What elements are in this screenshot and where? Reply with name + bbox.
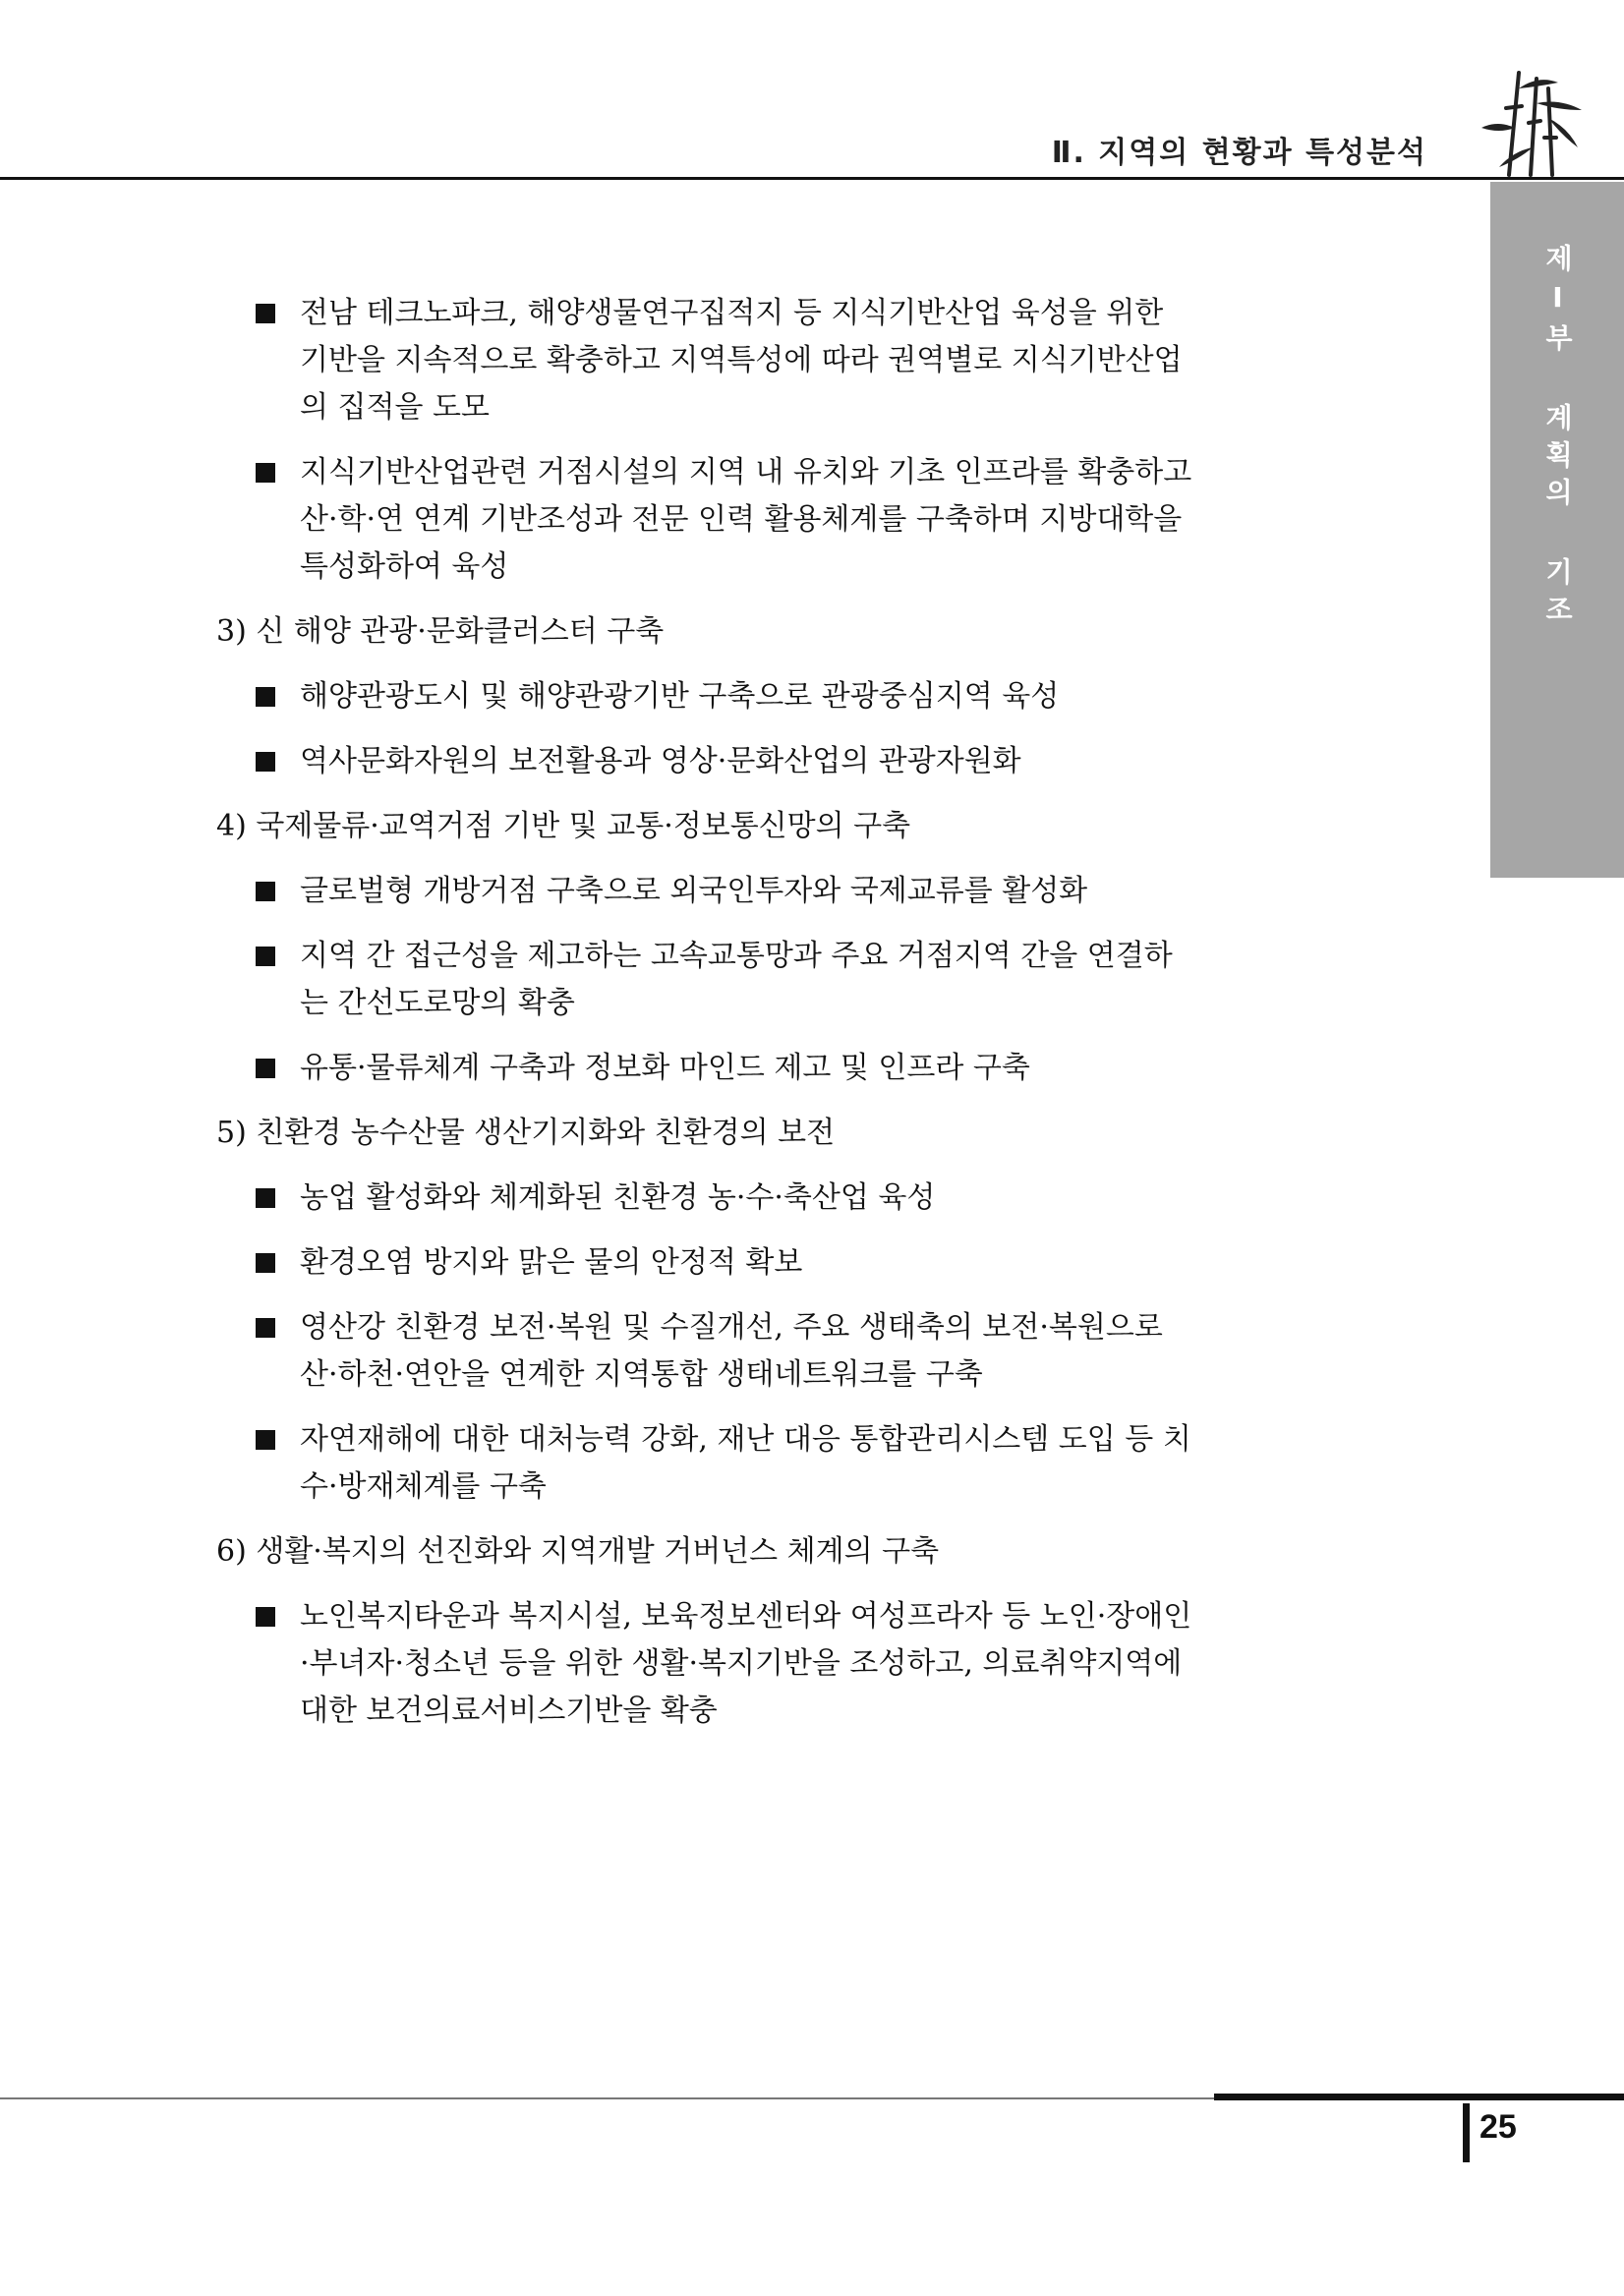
- list-item-text: 자연재해에 대한 대처능력 강화, 재난 대응 통합관리시스템 도입 등 치수·방재체계를 구축: [300, 1422, 1191, 1504]
- section-heading: 5) 친환경 농수산물 생산기지화와 친환경의 보전: [216, 1116, 836, 1150]
- square-bullet-icon: [256, 882, 275, 901]
- square-bullet-icon: [256, 687, 275, 707]
- list-item: [216, 738, 1199, 785]
- chapter-side-tab-label: 제Ⅰ부 계획의 기조: [1541, 243, 1574, 632]
- page-number: 25: [1479, 2108, 1517, 2146]
- list-item: [216, 1304, 1199, 1399]
- list-item-text: 유통·물류체계 구축과 정보화 마인드 제고 및 인프라 구축: [300, 1051, 1030, 1085]
- list-item-text: 해양관광도시 및 해양관광기반 구축으로 관광중심지역 육성: [300, 679, 1060, 714]
- section-heading: 3) 신 해양 관광·문화클러스터 구축: [216, 614, 665, 649]
- bamboo-icon: [1479, 69, 1588, 177]
- list-item-text: 역사문화자원의 보전활용과 영상·문화산업의 관광자원화: [300, 744, 1021, 778]
- section-3: [216, 608, 1199, 785]
- list-item: [216, 1239, 1199, 1287]
- square-bullet-icon: [256, 1188, 275, 1208]
- square-bullet-icon: [256, 1607, 275, 1627]
- section-heading: 6) 생활·복지의 선진화와 지역개발 거버넌스 체계의 구축: [216, 1534, 940, 1569]
- footer-rule: [0, 2097, 1214, 2099]
- square-bullet-icon: [256, 752, 275, 772]
- square-bullet-icon: [256, 1253, 275, 1273]
- header-rule: [0, 177, 1624, 180]
- list-item-text: 농업 활성화와 체계화된 친환경 농·수·축산업 육성: [300, 1180, 936, 1215]
- square-bullet-icon: [256, 1318, 275, 1338]
- list-item: [216, 1175, 1199, 1222]
- list-item: [216, 290, 1199, 431]
- list-item-text: 글로벌형 개방거점 구축으로 외국인투자와 국제교류를 활성화: [300, 874, 1088, 908]
- list-item-text: 환경오염 방지와 맑은 물의 안정적 확보: [300, 1245, 803, 1280]
- list-item: [216, 1045, 1199, 1092]
- list-item-text: 전남 테크노파크, 해양생물연구집적지 등 지식기반산업 육성을 위한 기반을 지속적으로 확충하고 지역특성에 따라 권역별로 지식기반산업의 집적을 도모: [300, 296, 1183, 425]
- list-item-text: 영산강 친환경 보전·복원 및 수질개선, 주요 생태축의 보전·복원으로 산·하천·연안을 연계한 지역통합 생태네트워크를 구축: [300, 1310, 1163, 1392]
- page-number-divider: [1463, 2103, 1470, 2162]
- list-item: [216, 1416, 1199, 1511]
- running-header: Ⅱ. 지역의 현황과 특성분석: [1051, 136, 1427, 170]
- section-4: [216, 803, 1199, 1092]
- section-5: [216, 1110, 1199, 1511]
- list-item: [216, 933, 1199, 1027]
- list-item: [216, 868, 1199, 915]
- list-item: [216, 449, 1199, 591]
- square-bullet-icon: [256, 463, 275, 483]
- square-bullet-icon: [256, 947, 275, 966]
- list-item: [216, 1593, 1199, 1735]
- section-heading: 4) 국제물류·교역거점 기반 및 교통·정보통신망의 구축: [216, 809, 911, 843]
- section-6: [216, 1528, 1199, 1735]
- main-content: [216, 290, 1199, 1752]
- list-item-text: 지식기반산업관련 거점시설의 지역 내 유치와 기초 인프라를 확충하고 산·학·연 연계 기반조성과 전문 인력 활용체계를 구축하며 지방대학을 특성화하여 육성: [300, 455, 1192, 584]
- square-bullet-icon: [256, 1059, 275, 1078]
- section-intro: [216, 290, 1199, 591]
- list-item: [216, 673, 1199, 720]
- square-bullet-icon: [256, 1430, 275, 1450]
- square-bullet-icon: [256, 304, 275, 323]
- list-item-text: 지역 간 접근성을 제고하는 고속교통망과 주요 거점지역 간을 연결하는 간선도로망의 확충: [300, 939, 1173, 1020]
- list-item-text: 노인복지타운과 복지시설, 보육정보센터와 여성프라자 등 노인·장애인·부녀자·청소년 등을 위한 생활·복지기반을 조성하고, 의료취약지역에 대한 보건의료서비스기반을 확충: [300, 1599, 1192, 1728]
- footer-rule-accent: [1214, 2094, 1624, 2100]
